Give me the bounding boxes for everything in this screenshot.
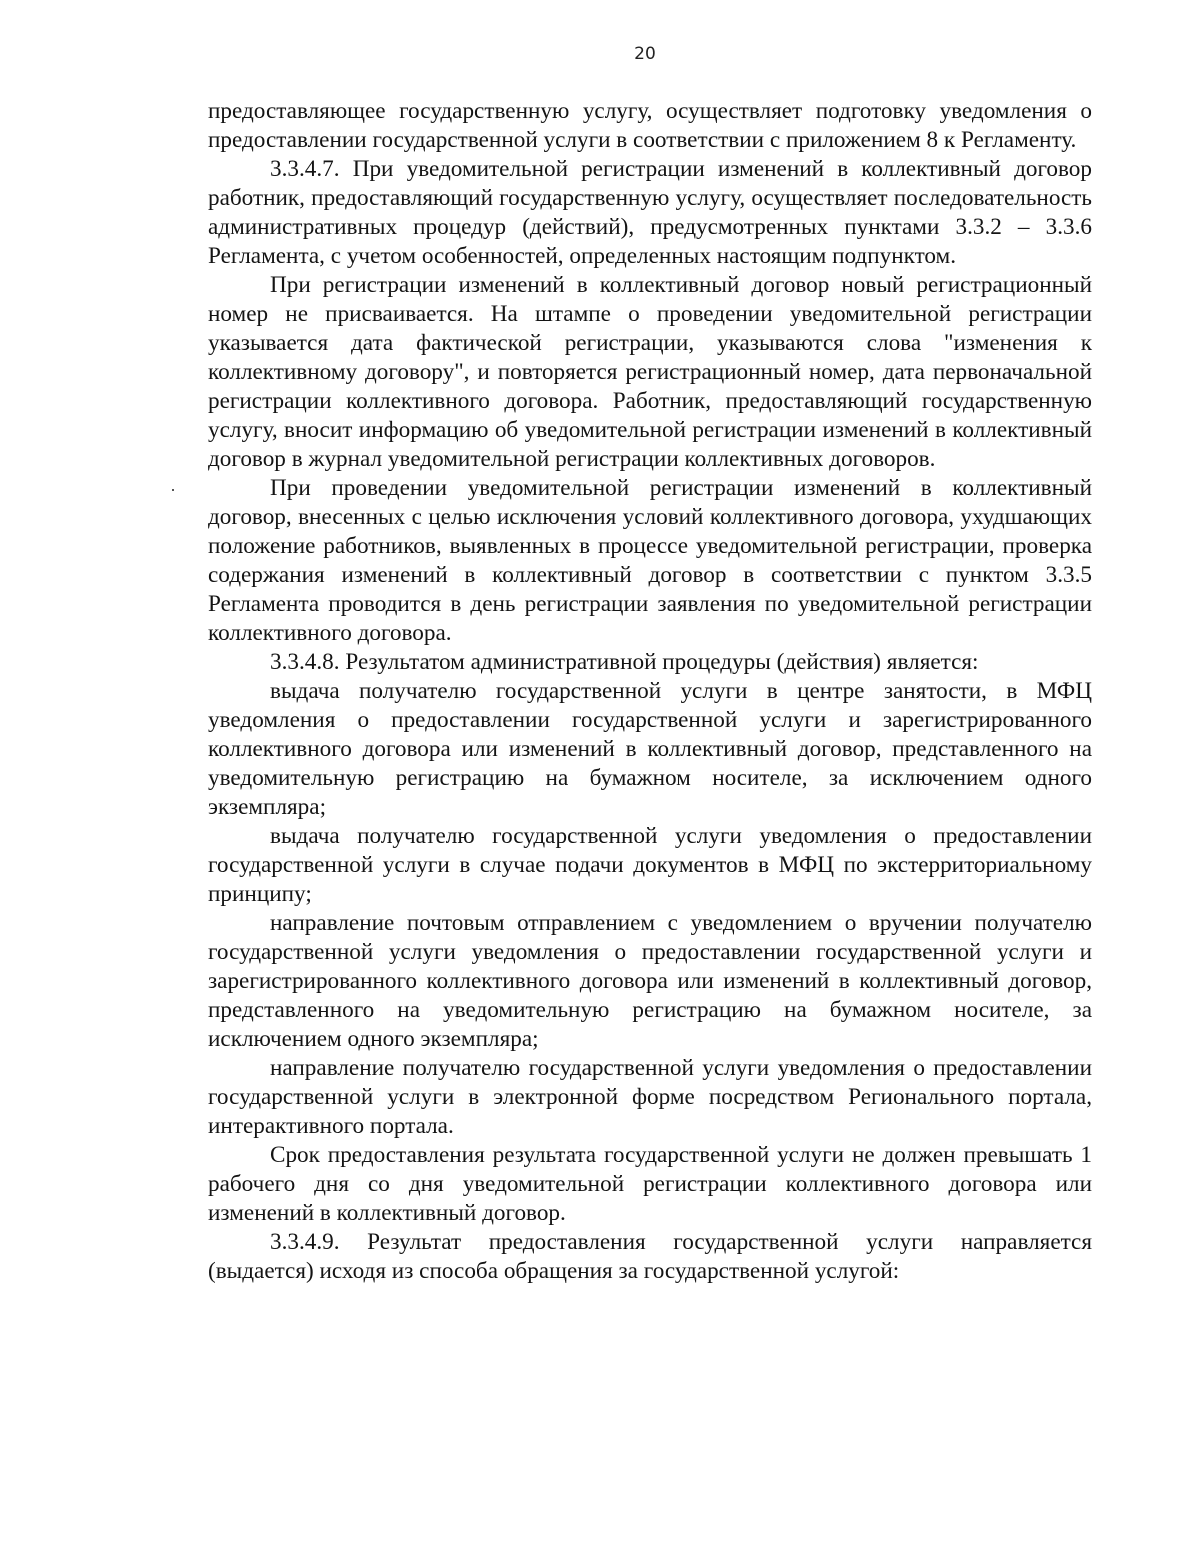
paragraph-3-3-4-7: 3.3.4.7. При уведомительной регистрации изменений в коллективный договор работник, предоставляющий государственную услугу, осуществляет последовательность административных процедур (действий), предусмотренных пунктами 3.3.2 – 3.3.6 Регламента, с учетом особенностей, определенных настоящим подпунктом. — [208, 156, 1092, 269]
page-number: 20 — [634, 44, 656, 64]
scan-speck — [172, 489, 174, 491]
document-body — [208, 97, 1092, 1286]
result-item-issue-in-center: выдача получателю государственной услуги в центре занятости, в МФЦ уведомления о предоставлении государственной услуги и зарегистрированного коллективного договора или изменений в коллективный договор, представленного на уведомительную регистрацию на бумажном носителе, за исключением одного экземпляра; — [208, 678, 1092, 820]
paragraph-continuation: предоставляющее государственную услугу, осуществляет подготовку уведомления о предоставлении государственной услуги в соответствии с приложением 8 к Регламенту. — [208, 98, 1092, 153]
paragraph-3-3-4-8: 3.3.4.8. Результатом административной процедуры (действия) является: — [270, 649, 979, 675]
paragraph-registration-number: При регистрации изменений в коллективный договор новый регистрационный номер не присваивается. На штампе о проведении уведомительной регистрации указывается дата фактической регистрации, указываются слова "изменения к коллективному договору", и повторяется регистрационный номер, дата первоначальной регистрации коллективного договора. Работник, предоставляющий государственную услугу, вносит информацию об уведомительной регистрации изменений в коллективный договор в журнал уведомительной регистрации коллективных договоров. — [208, 272, 1092, 472]
result-item-electronic: направление получателю государственной услуги уведомления о предоставлении государственной услуги в электронной форме посредством Регионального портала, интерактивного портала. — [208, 1055, 1092, 1139]
result-item-issue-extraterritorial: выдача получателю государственной услуги уведомления о предоставлении государственной услуги в случае подачи документов в МФЦ по экстерриториальному принципу; — [208, 823, 1092, 907]
paragraph-deadline: Срок предоставления результата государственной услуги не должен превышать 1 рабочего дня со дня уведомительной регистрации коллективного договора или изменений в коллективный договор. — [208, 1142, 1092, 1226]
paragraph-content-check: При проведении уведомительной регистрации изменений в коллективный договор, внесенных с целью исключения условий коллективного договора, ухудшающих положение работников, выявленных в процессе уведомительной регистрации, проверка содержания изменений в коллективный договор в соответствии с пунктом 3.3.5 Регламента проводится в день регистрации заявления по уведомительной регистрации коллективного договора. — [208, 475, 1092, 646]
result-item-postal: направление почтовым отправлением с уведомлением о вручении получателю государственной услуги уведомления о предоставлении государственной услуги и зарегистрированного коллективного договора или изменений в коллективный договор, представленного на уведомительную регистрацию на бумажном носителе, за исключением одного экземпляра; — [208, 910, 1092, 1052]
paragraph-3-3-4-9: 3.3.4.9. Результат предоставления государственной услуги направляется (выдается) исходя из способа обращения за государственной услугой: — [208, 1229, 1092, 1284]
